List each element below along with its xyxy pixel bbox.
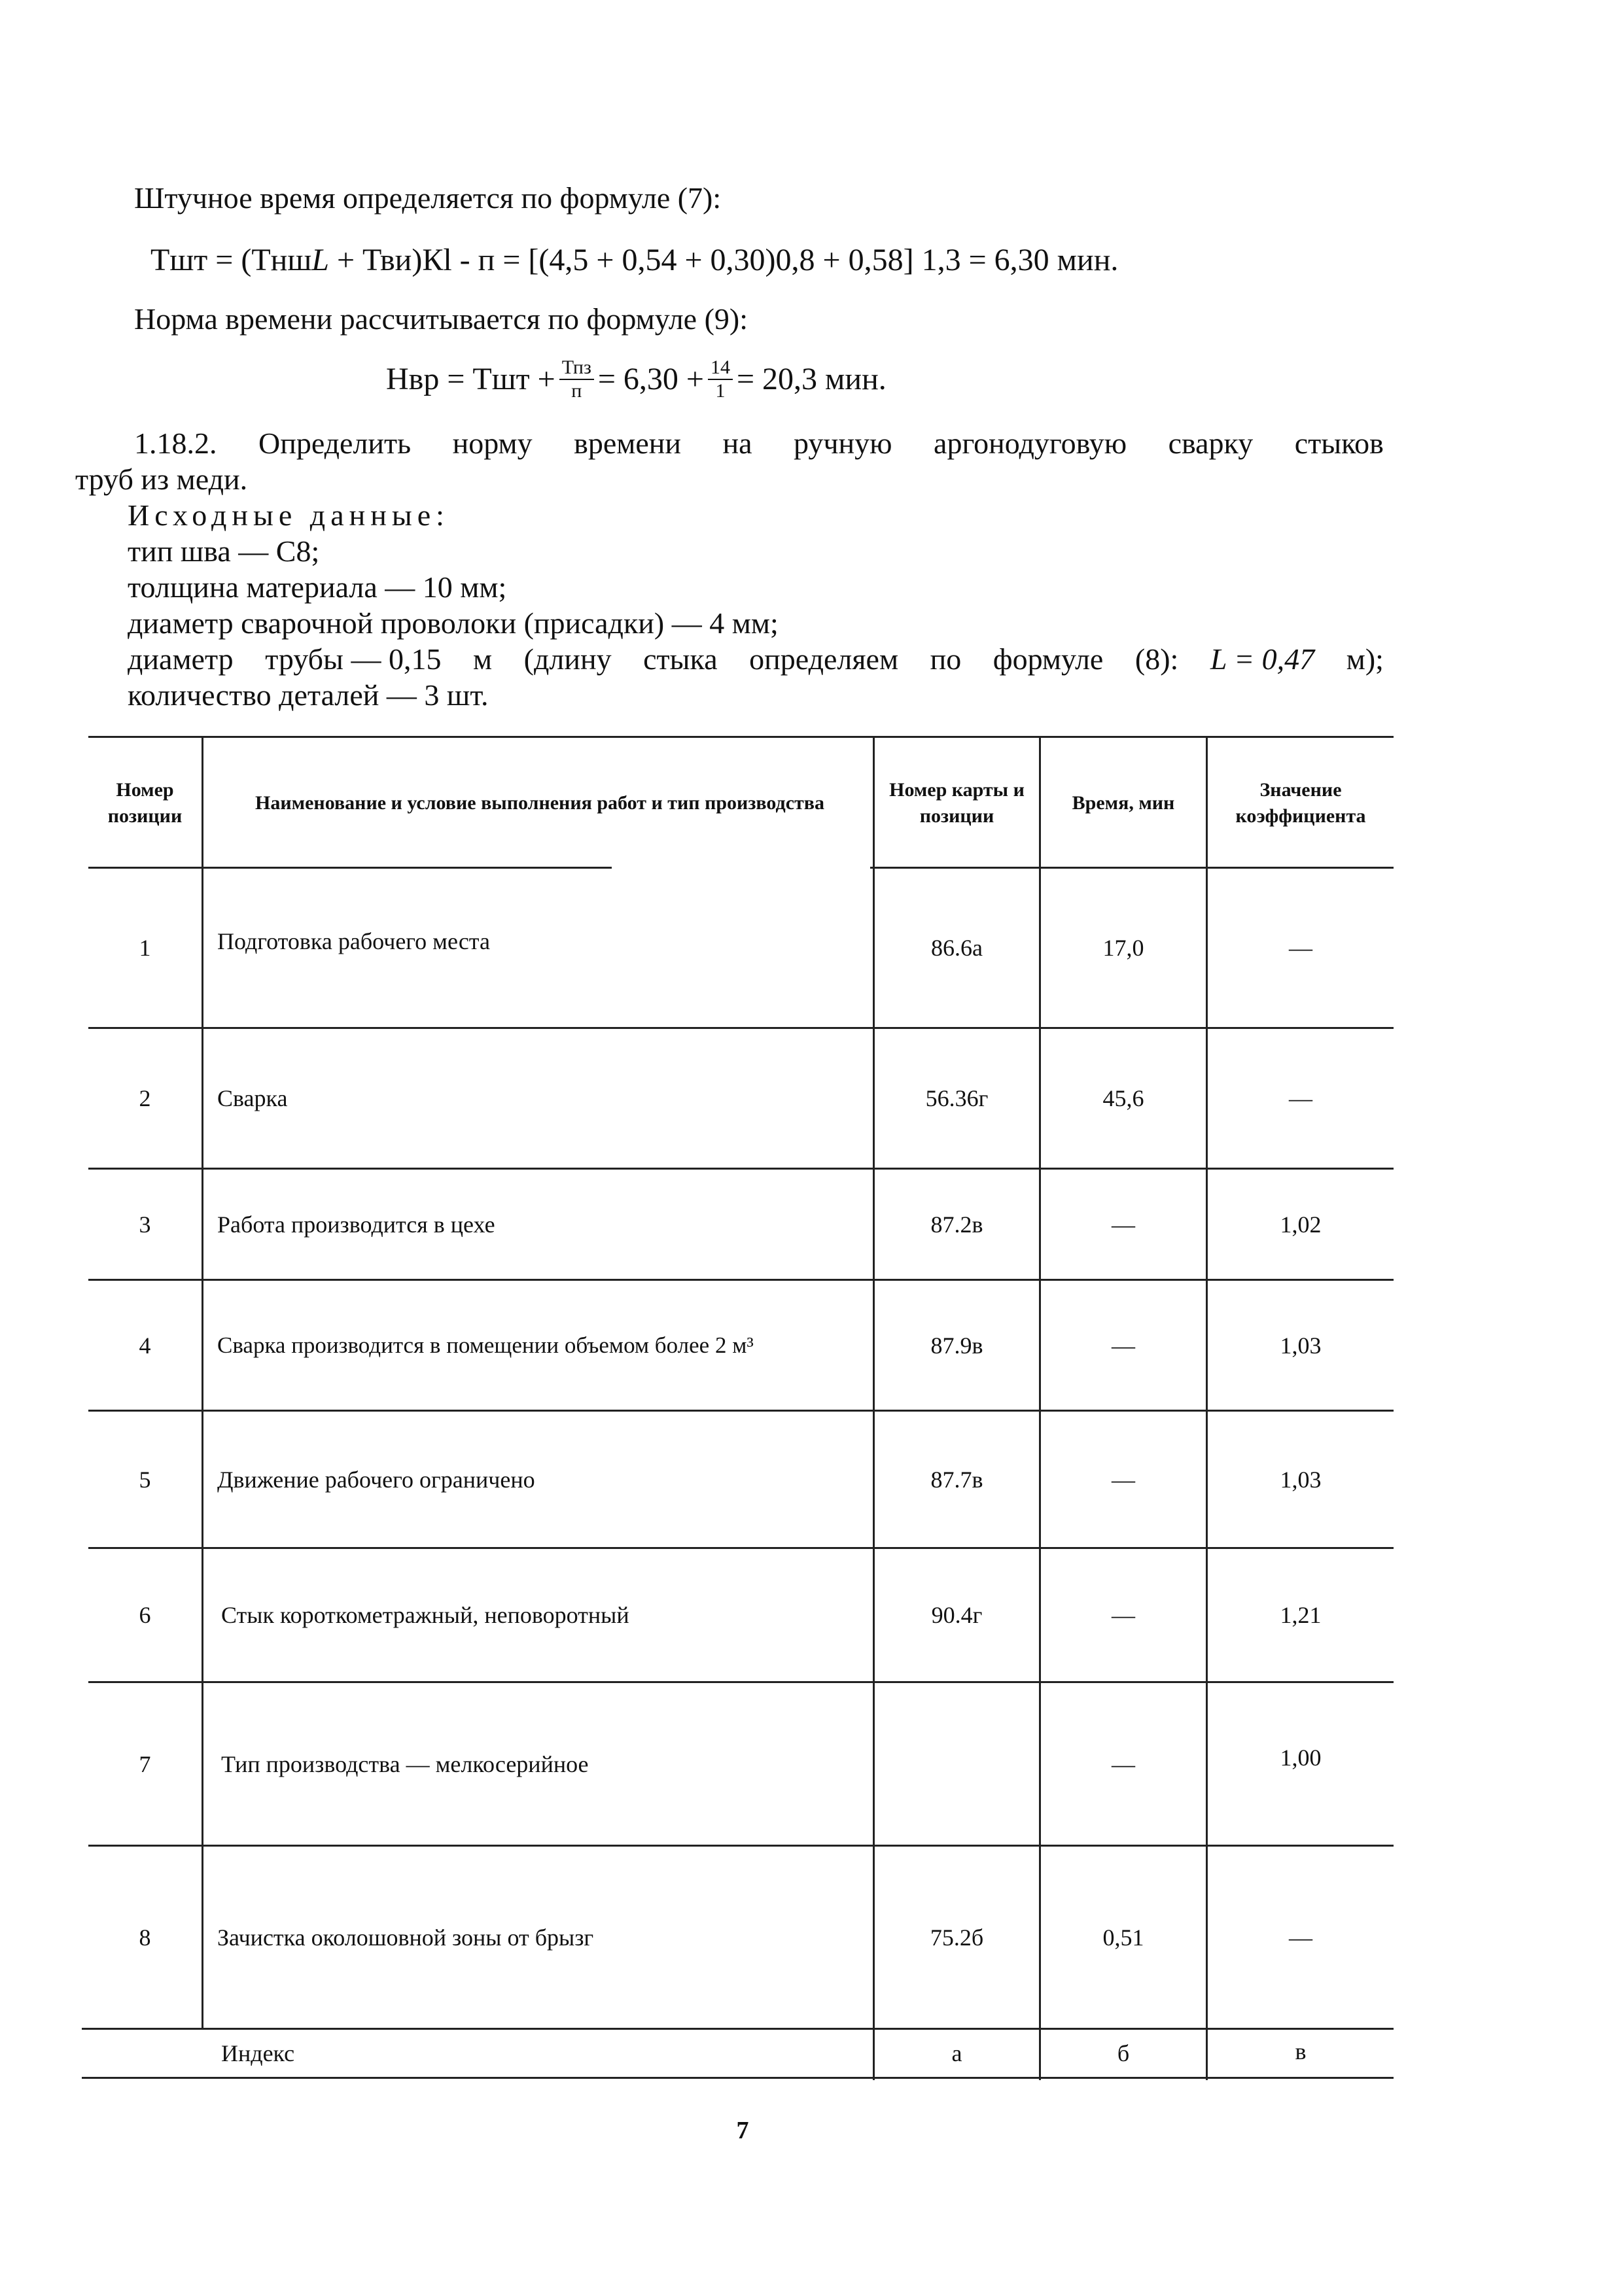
row-6-pos: 6: [139, 1602, 151, 1628]
row-4-coef: 1,03: [1280, 1332, 1322, 1359]
row-1-card: 86.6а: [931, 935, 983, 961]
pipe-word: L = 0,47: [1210, 642, 1315, 676]
source-data-heading: Исходные данные:: [128, 498, 449, 532]
row-5-time: —: [1112, 1466, 1135, 1493]
fraction-numerator: Тпз: [559, 357, 594, 380]
row-8-coef: —: [1289, 1924, 1312, 1951]
fraction-denominator: 1: [715, 380, 726, 402]
row-8-name: Зачистка околошовной зоны от брызг: [217, 1924, 594, 1951]
formula-piece-time-rest: + Тви)Кl - п = [(4,5 + 0,54 + 0,30)0,8 + 0,58] 1,3 = 6,30 мин.: [336, 243, 1119, 277]
row-5-pos: 5: [139, 1466, 151, 1493]
pipe-word: м: [473, 642, 493, 676]
index-a: а: [951, 2040, 962, 2066]
row-2-card: 56.36г: [925, 1085, 989, 1111]
row-6-name: Стык короткометражный, неповоротный: [221, 1602, 629, 1628]
pipe-word: трубы — 0,15: [265, 642, 442, 676]
index-b: б: [1117, 2040, 1130, 2066]
table-rule: [88, 736, 1394, 738]
row-4-card: 87.9в: [930, 1332, 983, 1359]
fraction-denominator: п: [571, 380, 582, 402]
pipe-word: (8):: [1134, 642, 1179, 676]
source-item-count: количество деталей — 3 шт.: [128, 678, 489, 712]
pipe-word: по: [930, 642, 962, 676]
task-word: аргонодуговую: [934, 426, 1127, 460]
source-item-thickness: толщина материала — 10 мм;: [128, 570, 507, 604]
pipe-word: стыка: [643, 642, 718, 676]
row-5-card: 87.7в: [930, 1466, 983, 1493]
header-card-number: Номер карты и позиции: [889, 778, 1025, 827]
row-2-time: 45,6: [1102, 1085, 1144, 1111]
row-3-pos: 3: [139, 1211, 151, 1238]
row-1-time: 17,0: [1102, 935, 1144, 961]
row-8-pos: 8: [139, 1924, 151, 1951]
row-6-card: 90.4г: [931, 1602, 983, 1628]
source-item-seam: тип шва — С8;: [128, 534, 320, 568]
pipe-word: диаметр: [128, 642, 234, 676]
task-word: на: [722, 426, 752, 460]
row-3-time: —: [1112, 1211, 1135, 1238]
row-2-coef: —: [1289, 1085, 1312, 1111]
row-8-card: 75.2б: [930, 1924, 984, 1951]
row-6-time: —: [1112, 1602, 1135, 1628]
task-word: 1.18.2.: [134, 426, 217, 460]
formula-norm-right: = 20,3 мин.: [736, 362, 887, 396]
index-c: в: [1295, 2038, 1307, 2064]
row-7-pos: 7: [139, 1750, 151, 1777]
header-position: Номер позиции: [107, 778, 183, 827]
index-label: Индекс: [221, 2040, 295, 2066]
row-1-name: Подготовка рабочего места: [217, 928, 490, 954]
formula-norm-left: Нвр = Тшт +: [386, 362, 555, 396]
task-word: сварку: [1168, 426, 1254, 460]
row-4-pos: 4: [139, 1332, 151, 1359]
intro-line-2: Норма времени рассчитывается по формуле (9):: [134, 302, 748, 336]
row-2-name: Сварка: [217, 1085, 288, 1111]
formula-piece-time-start: Тшт = (Тнш: [150, 243, 312, 277]
row-1-coef: —: [1289, 935, 1312, 961]
row-3-name: Работа производится в цехе: [217, 1211, 495, 1238]
row-3-coef: 1,02: [1280, 1211, 1322, 1238]
row-5-name: Движение рабочего ограничено: [217, 1466, 535, 1493]
formula-length-var: L: [311, 243, 329, 277]
formula-norm-mid: = 6,30 +: [597, 362, 704, 396]
row-7-card: [875, 1683, 1039, 1845]
row-5-coef: 1,03: [1280, 1466, 1322, 1493]
row-8-time: 0,51: [1102, 1924, 1144, 1951]
table-col-rule: [202, 736, 203, 2028]
source-item-wire: диаметр сварочной проволоки (присадки) — 4 мм;: [128, 606, 779, 640]
page-number: 7: [736, 2117, 749, 2144]
pipe-word: м);: [1346, 642, 1384, 676]
header-time: Время, мин: [1072, 791, 1175, 814]
task-word: времени: [574, 426, 682, 460]
task-word: норму: [452, 426, 533, 460]
row-2-pos: 2: [139, 1085, 151, 1111]
row-1-pos: 1: [139, 935, 151, 961]
header-work-name: Наименование и условие выполнения работ и тип производства: [255, 791, 824, 814]
row-4-name: Сварка производится в помещении объемом более 2 м³: [217, 1332, 754, 1358]
pipe-word: (длину: [523, 642, 612, 676]
row-4-time: —: [1112, 1332, 1135, 1359]
row-7-time: —: [1112, 1750, 1135, 1777]
task-word: ручную: [794, 426, 892, 460]
task-line-2: труб из меди.: [75, 462, 248, 496]
row-6-coef: 1,21: [1280, 1602, 1322, 1628]
fraction-numerator: 14: [708, 357, 733, 380]
header-coefficient: Значение коэффициента: [1235, 778, 1366, 827]
intro-line-1: Штучное время определяется по формуле (7):: [134, 181, 722, 215]
row-7-coef: 1,00: [1280, 1744, 1322, 1771]
pipe-word: формуле: [993, 642, 1104, 676]
task-word: Определить: [258, 426, 412, 460]
table-rule: [82, 2077, 1394, 2079]
task-word: стыков: [1294, 426, 1384, 460]
row-7-name: Тип производства — мелкосерийное: [221, 1750, 589, 1777]
pipe-word: определяем: [749, 642, 899, 676]
row-3-card: 87.2в: [930, 1211, 983, 1238]
